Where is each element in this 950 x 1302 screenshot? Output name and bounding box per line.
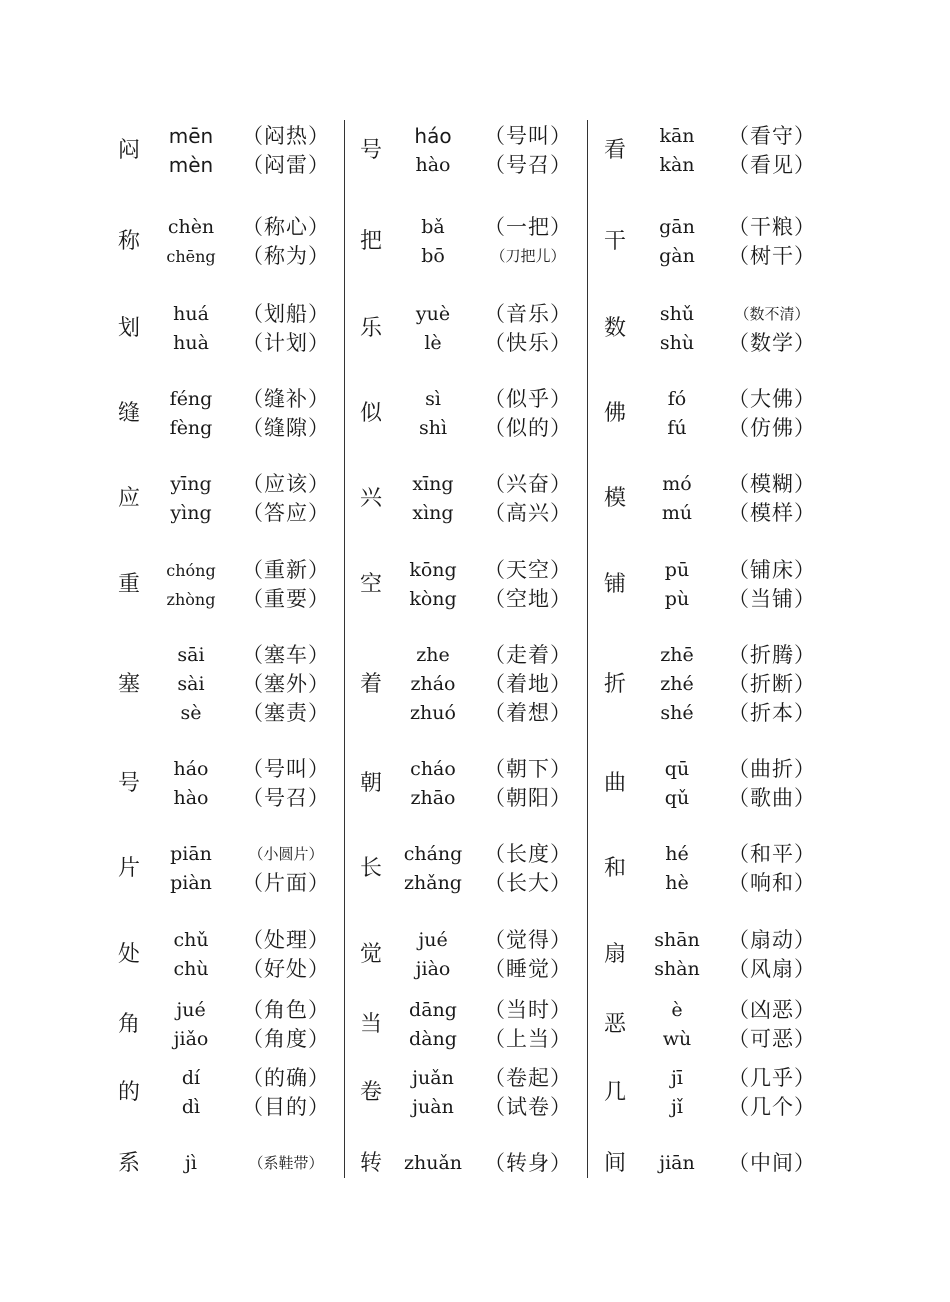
example-word: （塞责）	[242, 701, 330, 725]
pinyin: dàng	[409, 1028, 457, 1050]
example-word: （快乐）	[484, 331, 572, 355]
example-word: （重新）	[242, 558, 330, 582]
pinyin: zhé	[660, 673, 694, 695]
pinyin: fú	[667, 417, 687, 439]
polyphonic-char: 扇	[603, 942, 626, 967]
pinyin: chǔ	[173, 929, 209, 951]
example-word: （角色）	[242, 998, 330, 1022]
pinyin: hé	[665, 843, 689, 865]
polyphonic-char: 把	[359, 229, 382, 254]
example-word: （干粮）	[728, 215, 816, 239]
example-word: （中间）	[728, 1151, 816, 1175]
pinyin: fó	[667, 388, 687, 410]
example-word: （计划）	[242, 331, 330, 355]
pinyin: bǎ	[421, 216, 445, 238]
polyphonic-char: 称	[117, 229, 140, 254]
pinyin: zhē	[660, 644, 694, 666]
example-word: （试卷）	[484, 1095, 572, 1119]
polyphonic-char: 系	[117, 1150, 140, 1176]
polyphonic-char: 乐	[359, 316, 382, 341]
polyphonic-char: 的	[117, 1080, 140, 1105]
example-word: （答应）	[242, 501, 330, 525]
pinyin: fèng	[169, 417, 213, 439]
pinyin: kàn	[659, 154, 695, 176]
pinyin: yuè	[415, 303, 451, 325]
example-word: （天空）	[484, 558, 572, 582]
example-word: （似的）	[484, 416, 572, 440]
column-divider-2	[587, 120, 588, 1178]
example-word: （重要）	[242, 587, 330, 611]
example-word: （号叫）	[484, 124, 572, 148]
polyphonic-char: 闷	[117, 138, 140, 163]
example-word: （当时）	[484, 998, 572, 1022]
example-word: （觉得）	[484, 928, 572, 952]
example-word: （模糊）	[728, 472, 816, 496]
example-word: （扇动）	[728, 928, 816, 952]
example-word: （仿佛）	[728, 416, 816, 440]
polyphonic-char: 空	[359, 572, 382, 597]
pinyin: jiào	[415, 958, 451, 980]
example-word: （号召）	[484, 153, 572, 177]
pinyin: pù	[664, 588, 690, 610]
pinyin: cháng	[403, 843, 463, 865]
polyphonic-char: 号	[359, 138, 382, 163]
example-word: （长大）	[484, 871, 572, 895]
polyphonic-char: 处	[117, 942, 140, 967]
example-word: （大佛）	[728, 387, 816, 411]
pinyin: yìng	[170, 502, 212, 524]
pinyin: wù	[662, 1028, 692, 1050]
polyphonic-char: 划	[117, 316, 140, 341]
example-word: （塞外）	[242, 672, 330, 696]
example-word: （歌曲）	[728, 786, 816, 810]
pinyin: háo	[173, 758, 209, 780]
pinyin: jì	[185, 1152, 197, 1174]
polyphonic-char: 兴	[359, 486, 382, 511]
example-word: （走着）	[484, 643, 572, 667]
pinyin: chóng	[166, 561, 216, 580]
pinyin: jué	[176, 999, 206, 1021]
example-word: （曲折）	[728, 757, 816, 781]
pinyin: mú	[661, 502, 693, 524]
polyphonic-char: 缝	[117, 401, 140, 426]
pinyin: sè	[180, 702, 202, 724]
polyphonic-char: 觉	[359, 942, 382, 967]
pinyin: kān	[659, 125, 695, 147]
pinyin: xīng	[412, 473, 454, 495]
example-word: （几乎）	[728, 1066, 816, 1090]
pinyin: shān	[654, 929, 700, 951]
pinyin: juǎn	[412, 1067, 454, 1089]
example-word: （当铺）	[728, 587, 816, 611]
pinyin: bō	[421, 245, 445, 267]
polyphonic-char: 铺	[603, 572, 626, 597]
example-word: （折本）	[728, 701, 816, 725]
pinyin: huà	[173, 332, 209, 354]
pinyin: zháo	[410, 673, 456, 695]
example-word: （空地）	[484, 587, 572, 611]
pinyin: qū	[664, 758, 690, 780]
pinyin: jué	[418, 929, 448, 951]
example-word: （数学）	[728, 331, 816, 355]
polyphonic-char: 折	[603, 671, 626, 697]
pinyin: hè	[665, 872, 689, 894]
polyphonic-char: 着	[359, 671, 382, 697]
polyphonic-char: 长	[359, 856, 382, 881]
example-word: （处理）	[242, 928, 330, 952]
polyphonic-char: 当	[359, 1012, 382, 1037]
example-word: （似乎）	[484, 387, 572, 411]
pinyin: zhǎng	[404, 872, 462, 894]
example-word: （折腾）	[728, 643, 816, 667]
polyphonic-char: 恶	[603, 1012, 626, 1037]
polyphonic-char: 应	[117, 486, 140, 511]
example-word: （划船）	[242, 302, 330, 326]
example-word: （铺床）	[728, 558, 816, 582]
pinyin: juàn	[412, 1096, 454, 1118]
pinyin: mèn	[168, 153, 214, 177]
example-word: （角度）	[242, 1027, 330, 1051]
example-word: （睡觉）	[484, 957, 572, 981]
polyphonic-char: 似	[359, 401, 382, 426]
example-word: （树干）	[728, 244, 816, 268]
example-word: （称心）	[242, 215, 330, 239]
pinyin: jiān	[659, 1152, 695, 1174]
pinyin: cháo	[410, 758, 456, 780]
pinyin: lè	[424, 332, 442, 354]
pinyin: è	[671, 999, 683, 1021]
pinyin: jǐ	[671, 1096, 683, 1118]
polyphonic-char: 看	[603, 138, 626, 163]
example-word: （称为）	[242, 244, 330, 268]
polyphonic-char: 几	[603, 1080, 626, 1105]
pinyin: xìng	[412, 502, 454, 524]
pinyin: chèn	[167, 216, 215, 238]
pinyin: shì	[418, 417, 448, 439]
example-word: （应该）	[242, 472, 330, 496]
example-word: （音乐）	[484, 302, 572, 326]
pinyin: shǔ	[659, 303, 695, 325]
polyphonic-char: 塞	[117, 671, 140, 697]
example-word: （的确）	[242, 1066, 330, 1090]
example-word: （朝下）	[484, 757, 572, 781]
polyphonic-char: 曲	[603, 771, 626, 796]
pinyin: shù	[659, 332, 695, 354]
example-word: （几个）	[728, 1095, 816, 1119]
example-word: （系鞋带）	[248, 1154, 324, 1172]
pinyin: shàn	[654, 958, 700, 980]
polyphonic-char: 和	[603, 856, 626, 881]
pinyin: shé	[660, 702, 694, 724]
example-word: （折断）	[728, 672, 816, 696]
column-divider-1	[344, 120, 345, 1178]
polyphonic-char: 数	[603, 316, 626, 341]
pinyin: jī	[671, 1067, 683, 1089]
pinyin: kòng	[409, 588, 457, 610]
polyphonic-char: 干	[603, 229, 626, 254]
pinyin: piàn	[170, 872, 212, 894]
pinyin: huá	[173, 303, 209, 325]
example-word: （和平）	[728, 842, 816, 866]
polyphonic-char: 卷	[359, 1080, 382, 1105]
example-word: （看守）	[728, 124, 816, 148]
pinyin: zhāo	[410, 787, 456, 809]
example-word: （朝阳）	[484, 786, 572, 810]
pinyin: piān	[170, 843, 212, 865]
pinyin: yīng	[170, 473, 212, 495]
polyphonic-char: 佛	[603, 401, 626, 426]
polyphonic-char: 模	[603, 486, 626, 511]
pinyin: chēng	[166, 247, 216, 266]
example-word: （闷热）	[242, 124, 330, 148]
example-word: （数不清）	[734, 305, 810, 323]
pinyin: zhòng	[166, 590, 216, 609]
example-word: （转身）	[484, 1151, 572, 1175]
example-word: （卷起）	[484, 1066, 572, 1090]
pinyin: háo	[414, 124, 452, 148]
pinyin: sì	[425, 388, 441, 410]
example-word: （可恶）	[728, 1027, 816, 1051]
example-word: （响和）	[728, 871, 816, 895]
example-word: （凶恶）	[728, 998, 816, 1022]
example-word: （着想）	[484, 701, 572, 725]
pinyin: zhuǎn	[403, 1152, 463, 1174]
polyphonic-char: 朝	[359, 771, 382, 796]
example-word: （目的）	[242, 1095, 330, 1119]
example-word: （好处）	[242, 957, 330, 981]
example-word: （长度）	[484, 842, 572, 866]
pinyin: dí	[181, 1067, 201, 1089]
example-word: （兴奋）	[484, 472, 572, 496]
pinyin: kōng	[409, 559, 457, 581]
polyphonic-char: 片	[117, 856, 140, 881]
example-word: （号召）	[242, 786, 330, 810]
pinyin: gān	[659, 216, 695, 238]
example-word: （高兴）	[484, 501, 572, 525]
example-word: （号叫）	[242, 757, 330, 781]
example-word: （看见）	[728, 153, 816, 177]
pinyin: féng	[169, 388, 213, 410]
example-word: （模样）	[728, 501, 816, 525]
pinyin: dāng	[409, 999, 457, 1021]
pinyin: mēn	[168, 124, 214, 148]
example-word: （上当）	[484, 1027, 572, 1051]
pinyin: sài	[177, 673, 205, 695]
example-word: （塞车）	[242, 643, 330, 667]
pinyin: hào	[173, 787, 209, 809]
pinyin: sāi	[177, 644, 205, 666]
pinyin: chù	[173, 958, 209, 980]
example-word: （风扇）	[728, 957, 816, 981]
polyphonic-char: 角	[117, 1012, 140, 1037]
pinyin: gàn	[659, 245, 695, 267]
polyphonic-char: 重	[117, 572, 140, 597]
pinyin: jiǎo	[173, 1028, 209, 1050]
pinyin: zhuó	[410, 702, 456, 724]
example-word: （缝补）	[242, 387, 330, 411]
pinyin: mó	[662, 473, 692, 495]
example-word: （缝隙）	[242, 416, 330, 440]
pinyin: pū	[664, 559, 690, 581]
pinyin: hào	[415, 154, 451, 176]
example-word: （闷雷）	[242, 153, 330, 177]
pinyin: qǔ	[664, 787, 690, 809]
polyphonic-char: 间	[603, 1150, 626, 1176]
example-word: （着地）	[484, 672, 572, 696]
pinyin: zhe	[416, 644, 450, 666]
pinyin: dì	[181, 1096, 201, 1118]
example-word: （刀把儿）	[490, 247, 566, 265]
polyphonic-char: 号	[117, 771, 140, 796]
example-word: （一把）	[484, 215, 572, 239]
example-word: （片面）	[242, 871, 330, 895]
example-word: （小圆片）	[248, 845, 324, 863]
polyphonic-char: 转	[359, 1150, 382, 1176]
